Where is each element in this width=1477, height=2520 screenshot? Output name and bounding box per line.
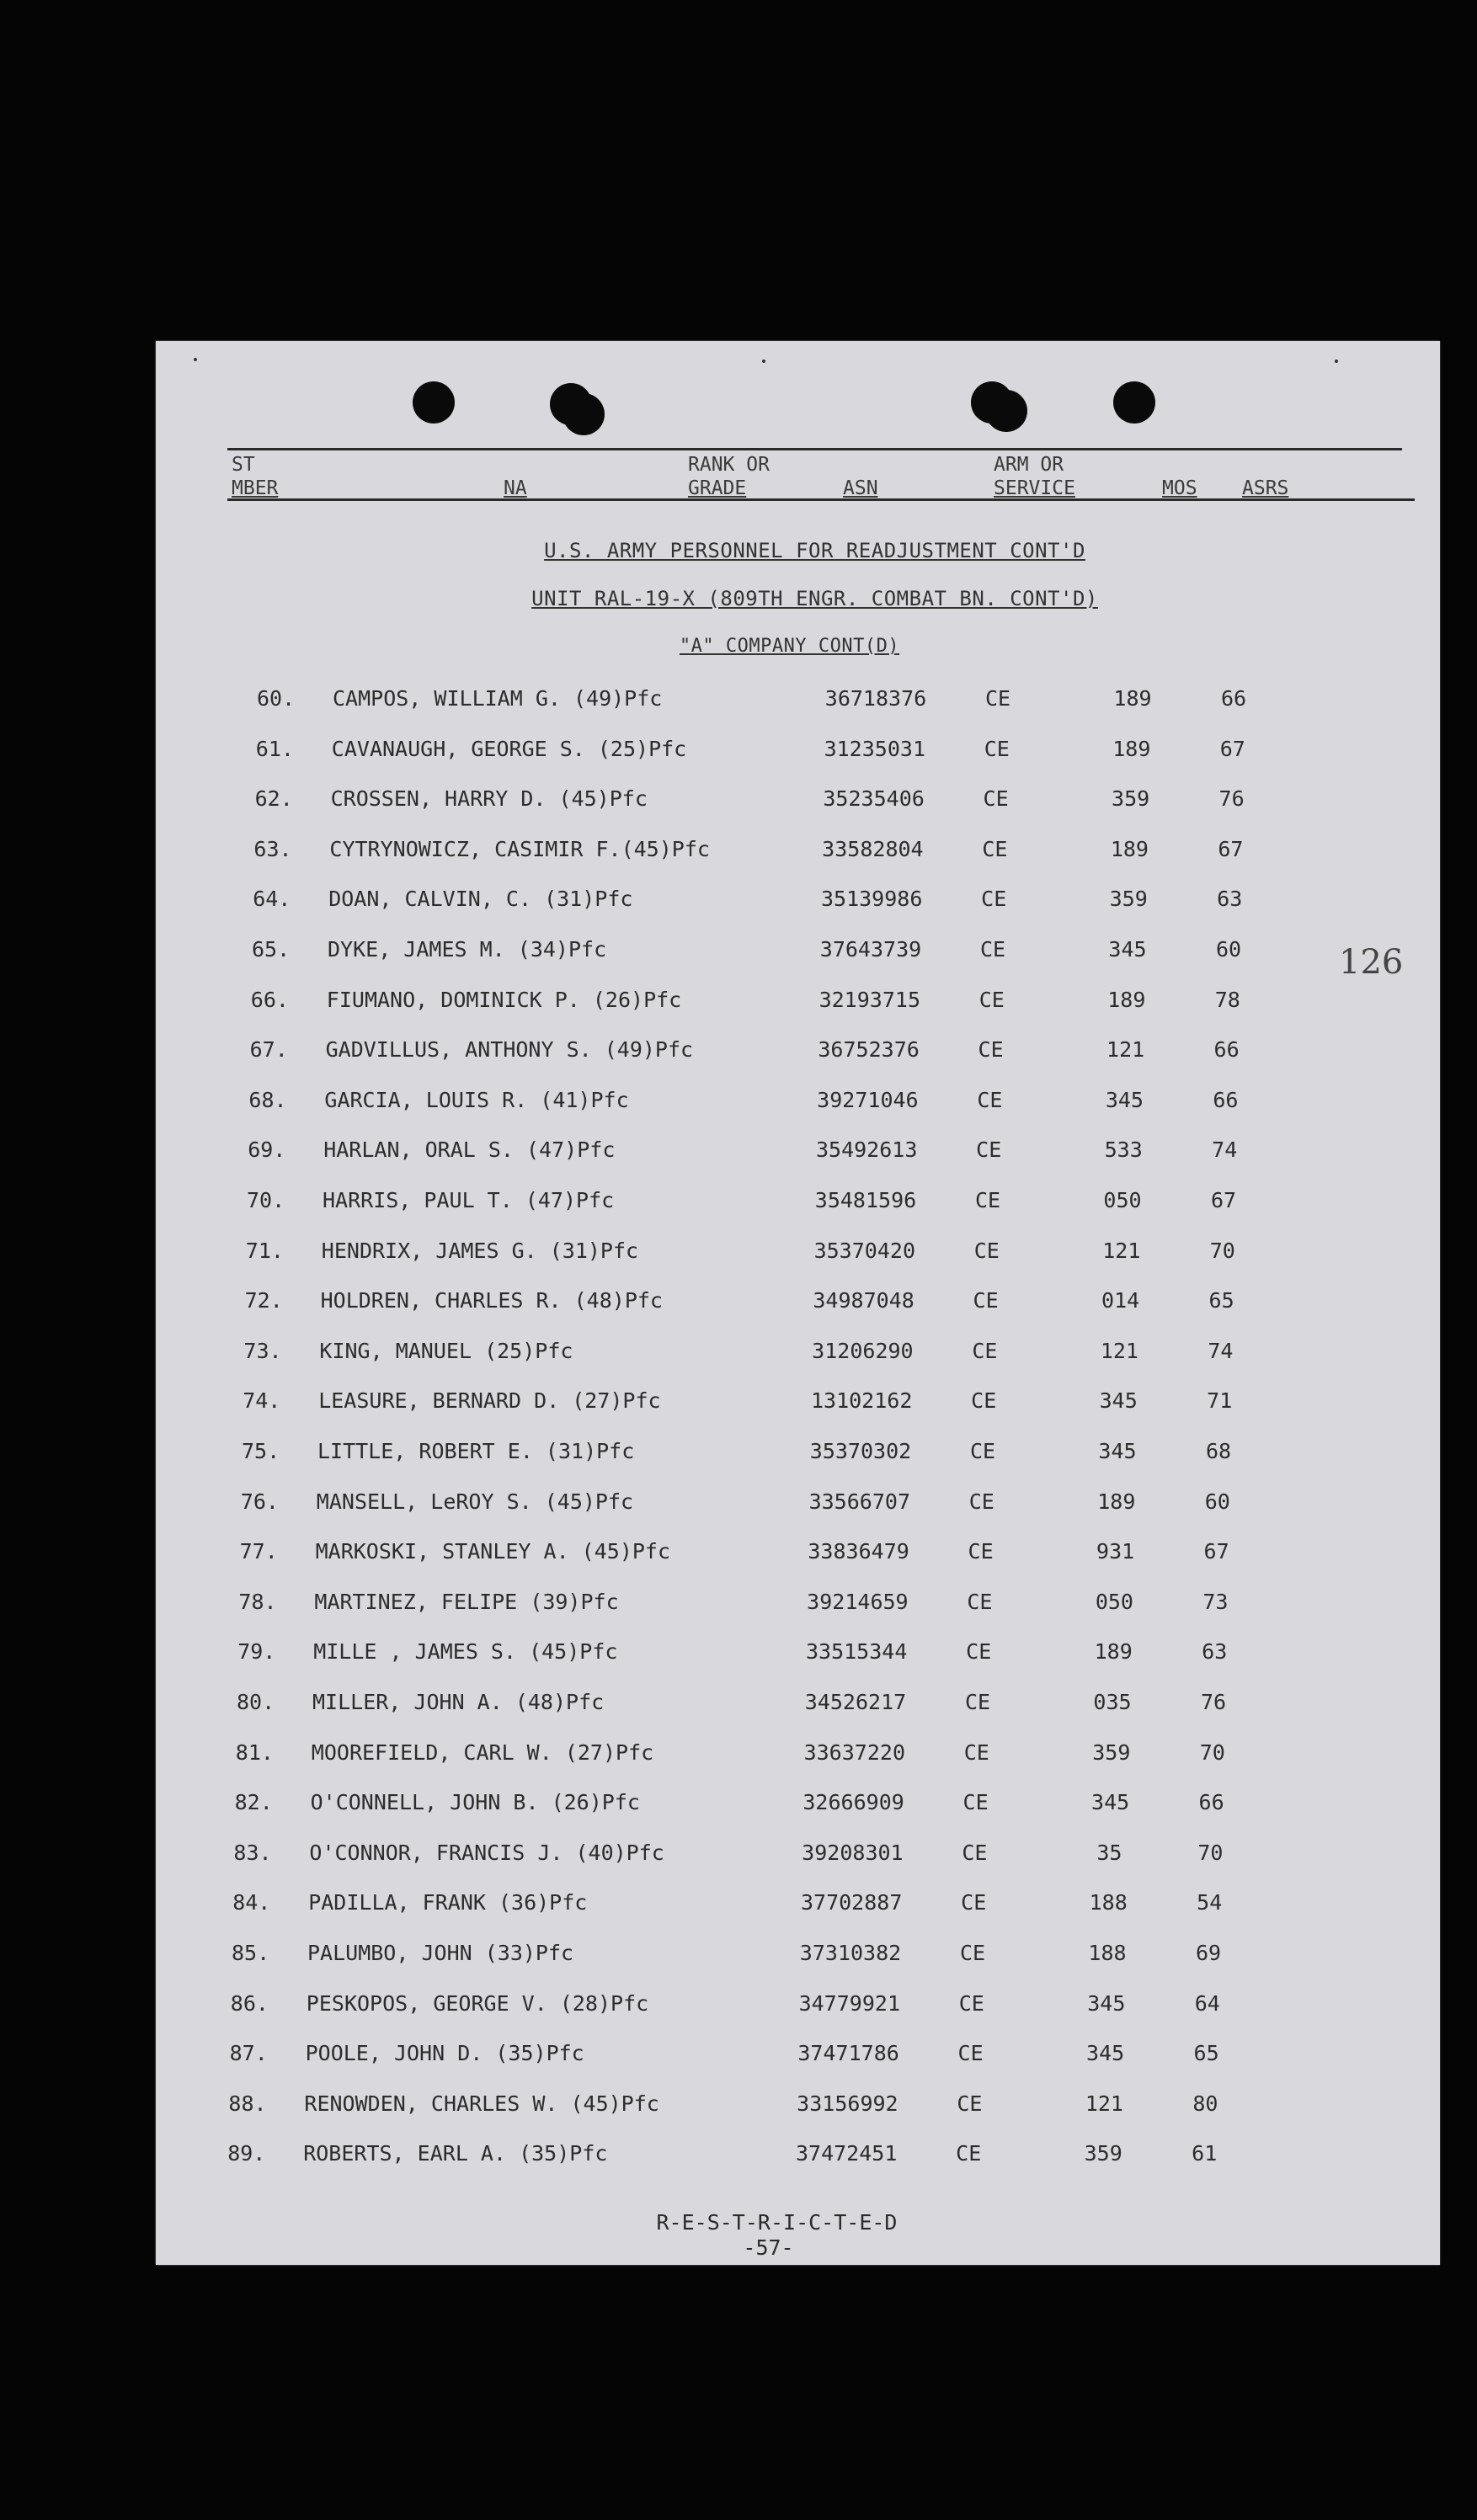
row-number: 65. (252, 937, 291, 962)
row-mos: 359 (1112, 786, 1150, 812)
row-asn: 35481596 (814, 1188, 917, 1212)
row-mos: 035 (1093, 1690, 1132, 1714)
page-number: -57- (743, 2235, 794, 2260)
row-mos: 345 (1086, 2041, 1125, 2066)
table-row (149, 1037, 1433, 1071)
company-title: "A" COMPANY CONT(D) (679, 636, 900, 657)
row-asrs: 70 (1197, 1840, 1224, 1865)
row-number: 72. (244, 1288, 283, 1313)
row-number: 71. (245, 1238, 284, 1263)
row-asn: 36718376 (824, 686, 927, 711)
row-number: 84. (232, 1890, 271, 1915)
row-arm-service: CE (978, 987, 1005, 1012)
row-mos: 359 (1084, 2141, 1122, 2166)
row-asn: 35235406 (823, 786, 925, 812)
row-mos: 050 (1095, 1589, 1133, 1614)
row-name-rank: FIUMANO, DOMINICK P. (26)Pfc (326, 987, 682, 1012)
row-name-rank: CYTRYNOWICZ, CASIMIR F.(45)Pfc (329, 836, 710, 861)
row-number: 61. (255, 736, 294, 761)
row-mos: 189 (1113, 686, 1152, 711)
row-arm-service: CE (982, 836, 1008, 861)
table-row (126, 2141, 1410, 2175)
row-arm-service: CE (977, 1087, 1003, 1112)
table-row (130, 1991, 1414, 2025)
row-asrs: 70 (1209, 1238, 1235, 1263)
row-asrs: 67 (1210, 1188, 1237, 1212)
table-row (142, 1339, 1426, 1372)
row-mos: 533 (1104, 1137, 1143, 1163)
row-name-rank: DOAN, CALVIN, C. (31)Pfc (328, 887, 633, 912)
row-number: 77. (239, 1539, 278, 1564)
row-name-rank: GADVILLUS, ANTHONY S. (49)Pfc (325, 1037, 694, 1063)
row-arm-service: CE (957, 2041, 984, 2066)
table-row (139, 1539, 1423, 1573)
row-mos: 121 (1085, 2091, 1123, 2116)
row-name-rank: HOLDREN, CHARLES R. (48)Pfc (320, 1288, 663, 1313)
table-row (145, 1239, 1429, 1272)
row-number: 75. (242, 1439, 280, 1463)
row-number: 66. (250, 987, 289, 1012)
table-row (135, 1740, 1419, 1774)
row-arm-service: CE (973, 1238, 1000, 1263)
table-row (141, 1439, 1425, 1473)
row-name-rank: MARTINEZ, FELIPE (39)Pfc (314, 1589, 619, 1614)
row-mos: 050 (1103, 1188, 1142, 1212)
speck (762, 360, 765, 363)
row-name-rank: PALUMBO, JOHN (33)Pfc (307, 1941, 574, 1965)
col-header-number: ST MBER (232, 454, 279, 499)
header-bottom-rule (227, 498, 1415, 501)
row-asrs: 74 (1208, 1338, 1234, 1363)
row-asrs: 67 (1203, 1539, 1229, 1564)
row-name-rank: LITTLE, ROBERT E. (31)Pfc (317, 1439, 635, 1463)
row-number: 79. (237, 1639, 276, 1665)
row-name-rank: O'CONNOR, FRANCIS J. (40)Pfc (309, 1840, 664, 1865)
row-name-rank: CAVANAUGH, GEORGE S. (25)Pfc (331, 736, 687, 761)
col-header-arm: ARM OR SERVICE (994, 454, 1075, 499)
row-number: 83. (233, 1840, 272, 1865)
row-mos: 189 (1097, 1489, 1136, 1514)
punch-hole (413, 381, 455, 424)
row-asrs: 67 (1219, 736, 1245, 761)
row-name-rank: PADILLA, FRANK (36)Pfc (308, 1890, 588, 1915)
row-arm-service: CE (963, 1739, 989, 1765)
row-asn: 35139986 (820, 887, 923, 912)
row-number: 70. (247, 1188, 285, 1212)
row-number: 85. (232, 1941, 270, 1965)
row-name-rank: CROSSEN, HARRY D. (45)Pfc (330, 786, 648, 812)
row-asrs: 65 (1193, 2041, 1219, 2066)
row-name-rank: MOOREFIELD, CARL W. (27)Pfc (311, 1739, 654, 1765)
table-row (132, 1841, 1416, 1874)
punch-hole (563, 393, 605, 435)
table-row (150, 988, 1434, 1021)
table-row (146, 1188, 1430, 1222)
row-name-rank: HARRIS, PAUL T. (47)Pfc (323, 1188, 615, 1212)
row-number: 64. (253, 887, 291, 912)
row-mos: 121 (1102, 1238, 1141, 1263)
row-asrs: 70 (1199, 1739, 1225, 1765)
row-number: 74. (243, 1388, 281, 1414)
table-row (151, 937, 1435, 971)
table-row (129, 2041, 1413, 2075)
row-asrs: 76 (1200, 1690, 1227, 1714)
table-row (154, 786, 1438, 820)
row-asrs: 80 (1192, 2091, 1218, 2116)
row-mos: 014 (1101, 1288, 1140, 1313)
row-asn: 37702887 (800, 1890, 903, 1915)
row-arm-service: CE (979, 937, 1006, 962)
row-asrs: 78 (1214, 987, 1240, 1012)
document-title: U.S. ARMY PERSONNEL FOR READJUSTMENT CONT'D (544, 539, 1085, 562)
row-arm-service: CE (962, 1840, 988, 1865)
punch-hole (1113, 381, 1155, 424)
col-header-asrs: ASRS (1242, 477, 1289, 499)
row-arm-service: CE (981, 887, 1007, 912)
document-page (156, 341, 1440, 2265)
row-asrs: 60 (1215, 937, 1242, 962)
table-row (144, 1288, 1428, 1322)
row-asn: 32193715 (818, 987, 921, 1012)
table-row (156, 686, 1440, 720)
row-asrs: 68 (1205, 1439, 1232, 1463)
row-mos: 359 (1109, 887, 1148, 912)
row-asrs: 74 (1212, 1137, 1238, 1163)
row-name-rank: GARCIA, LOUIS R. (41)Pfc (324, 1087, 629, 1112)
row-asn: 33836479 (808, 1539, 909, 1564)
row-asn: 13102162 (810, 1388, 913, 1414)
row-name-rank: MILLER, JOHN A. (48)Pfc (312, 1690, 605, 1714)
row-name-rank: O'CONNELL, JOHN B. (26)Pfc (310, 1790, 640, 1815)
row-asrs: 66 (1213, 1037, 1240, 1063)
row-mos: 345 (1091, 1790, 1130, 1815)
table-row (127, 2091, 1411, 2125)
row-asn: 36752376 (818, 1037, 920, 1063)
table-row (134, 1790, 1418, 1824)
row-asn: 39208301 (802, 1840, 904, 1865)
row-asrs: 60 (1204, 1489, 1230, 1514)
row-asn: 37643739 (819, 937, 922, 962)
row-number: 63. (253, 836, 292, 861)
row-number: 69. (248, 1137, 286, 1163)
row-asn: 33582804 (822, 836, 924, 861)
restricted-stamp: R-E-S-T-R-I-C-T-E-D (656, 2210, 898, 2235)
row-arm-service: CE (978, 1037, 1004, 1063)
row-arm-service: CE (984, 686, 1011, 711)
row-asn: 32666909 (802, 1790, 904, 1815)
row-name-rank: MARKOSKI, STANLEY A. (45)Pfc (315, 1539, 671, 1564)
row-number: 68. (248, 1087, 287, 1112)
row-name-rank: CAMPOS, WILLIAM G. (49)Pfc (333, 686, 663, 711)
row-name-rank: PESKOPOS, GEORGE V. (28)Pfc (306, 1990, 649, 2016)
row-asrs: 69 (1195, 1941, 1222, 1965)
row-arm-service: CE (974, 1188, 1001, 1212)
row-asrs: 73 (1202, 1589, 1229, 1614)
margin-number: 126 (1339, 943, 1404, 982)
table-row (131, 1890, 1416, 1924)
row-mos: 359 (1092, 1739, 1131, 1765)
row-mos: 188 (1089, 1890, 1128, 1915)
table-row (131, 1941, 1415, 1974)
row-name-rank: ROBERTS, EARL A. (35)Pfc (303, 2141, 608, 2166)
row-asrs: 66 (1213, 1087, 1239, 1112)
row-name-rank: LEASURE, BERNARD D. (27)Pfc (318, 1388, 661, 1414)
row-name-rank: KING, MANUEL (25)Pfc (319, 1338, 573, 1363)
row-asn: 33156992 (797, 2091, 898, 2116)
row-arm-service: CE (984, 736, 1010, 761)
row-asn: 31206290 (812, 1338, 914, 1363)
row-number: 89. (227, 2141, 266, 2166)
row-asrs: 76 (1218, 786, 1245, 812)
row-name-rank: HENDRIX, JAMES G. (31)Pfc (321, 1238, 639, 1263)
row-asrs: 63 (1202, 1639, 1228, 1665)
row-asrs: 63 (1217, 887, 1243, 912)
row-arm-service: CE (961, 1890, 987, 1915)
row-asn: 35492613 (815, 1137, 918, 1163)
table-row (136, 1639, 1421, 1673)
row-arm-service: CE (983, 786, 1009, 812)
row-mos: 345 (1098, 1439, 1137, 1463)
row-arm-service: CE (964, 1690, 991, 1714)
row-number: 73. (243, 1338, 282, 1363)
row-arm-service: CE (976, 1137, 1002, 1163)
row-name-rank: HARLAN, ORAL S. (47)Pfc (323, 1137, 616, 1163)
row-mos: 931 (1096, 1539, 1135, 1564)
row-number: 67. (249, 1037, 288, 1063)
speck (1335, 360, 1338, 363)
row-arm-service: CE (959, 1941, 986, 1965)
row-arm-service: CE (962, 1790, 989, 1815)
row-asn: 39214659 (807, 1589, 909, 1614)
row-asn: 37472451 (795, 2141, 898, 2166)
row-asn: 35370420 (813, 1238, 916, 1263)
row-number: 78. (238, 1589, 277, 1614)
row-mos: 345 (1087, 1990, 1126, 2016)
row-number: 82. (234, 1790, 273, 1815)
row-number: 62. (254, 786, 293, 812)
unit-title: UNIT RAL-19-X (809TH ENGR. COMBAT BN. CONT'D) (531, 587, 1098, 610)
table-row (147, 1137, 1431, 1171)
row-asrs: 66 (1198, 1790, 1224, 1815)
table-row (137, 1590, 1421, 1623)
row-asrs: 65 (1208, 1288, 1234, 1313)
row-name-rank: POOLE, JOHN D. (35)Pfc (305, 2041, 584, 2066)
row-mos: 189 (1112, 736, 1151, 761)
speck (194, 358, 197, 361)
row-mos: 189 (1107, 987, 1146, 1012)
row-asn: 39271046 (817, 1087, 919, 1112)
row-asn: 34526217 (804, 1690, 907, 1714)
row-mos: 121 (1106, 1037, 1145, 1063)
row-mos: 345 (1108, 937, 1147, 962)
row-mos: 35 (1096, 1840, 1122, 1865)
row-name-rank: RENOWDEN, CHARLES W. (45)Pfc (304, 2091, 659, 2116)
table-row (152, 837, 1437, 871)
table-row (141, 1388, 1426, 1422)
table-row (140, 1489, 1424, 1523)
table-row (152, 887, 1436, 920)
header-top-rule (227, 448, 1402, 450)
row-arm-service: CE (956, 2141, 982, 2166)
row-asrs: 71 (1207, 1388, 1233, 1414)
col-header-asn: ASN (843, 477, 878, 499)
punch-hole (985, 390, 1027, 432)
row-number: 81. (235, 1739, 274, 1765)
row-number: 80. (237, 1690, 275, 1714)
row-arm-service: CE (971, 1388, 997, 1414)
row-asn: 37471786 (797, 2041, 899, 2066)
row-asn: 33637220 (803, 1739, 906, 1765)
col-header-mos: MOS (1162, 477, 1197, 499)
row-name-rank: DYKE, JAMES M. (34)Pfc (328, 937, 607, 962)
row-mos: 189 (1110, 836, 1149, 861)
row-name-rank: MILLE , JAMES S. (45)Pfc (313, 1639, 618, 1665)
row-arm-service: CE (968, 1489, 994, 1514)
row-arm-service: CE (972, 1338, 998, 1363)
row-number: 60. (257, 686, 296, 711)
row-number: 86. (230, 1990, 269, 2016)
col-header-rank: RANK OR GRADE (688, 454, 770, 499)
table-row (136, 1690, 1420, 1724)
row-asrs: 61 (1192, 2141, 1218, 2166)
row-asrs: 64 (1194, 1990, 1220, 2016)
row-arm-service: CE (958, 1990, 984, 2016)
row-name-rank: MANSELL, LeROY S. (45)Pfc (316, 1489, 634, 1514)
row-arm-service: CE (957, 2091, 983, 2116)
row-mos: 345 (1099, 1388, 1138, 1414)
row-asn: 34779921 (798, 1990, 901, 2016)
row-asn: 33566707 (808, 1489, 911, 1514)
row-number: 88. (228, 2091, 267, 2116)
row-asn: 33515344 (805, 1639, 908, 1665)
row-asn: 31235031 (824, 736, 926, 761)
row-mos: 121 (1100, 1338, 1138, 1363)
row-asn: 37310382 (799, 1941, 902, 1965)
table-row (155, 737, 1439, 770)
row-asn: 35370302 (809, 1439, 912, 1463)
col-header-name: NA (504, 477, 527, 499)
row-mos: 189 (1094, 1639, 1133, 1665)
row-asrs: 54 (1197, 1890, 1223, 1915)
row-asrs: 67 (1218, 836, 1244, 861)
row-mos: 188 (1088, 1941, 1127, 1965)
row-arm-service: CE (973, 1288, 999, 1313)
row-arm-service: CE (968, 1539, 994, 1564)
row-number: 87. (229, 2041, 268, 2066)
row-arm-service: CE (967, 1589, 993, 1614)
table-row (147, 1088, 1432, 1121)
row-mos: 345 (1105, 1087, 1144, 1112)
row-arm-service: CE (966, 1639, 992, 1665)
row-number: 76. (240, 1489, 279, 1514)
row-arm-service: CE (969, 1439, 996, 1463)
row-asn: 34987048 (813, 1288, 914, 1313)
row-asrs: 66 (1220, 686, 1247, 711)
